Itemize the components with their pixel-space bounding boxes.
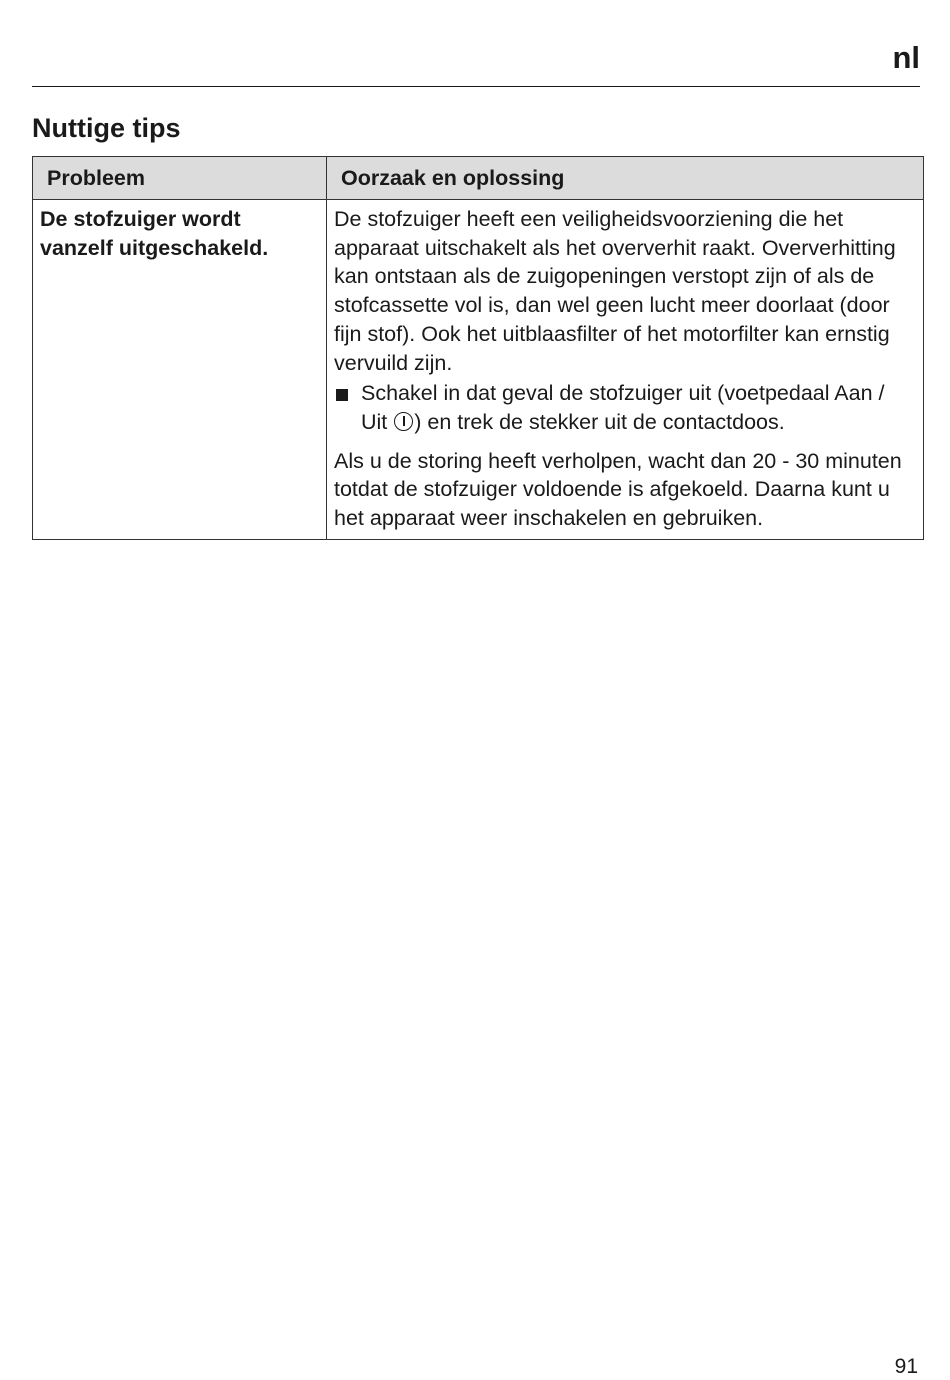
tips-table — [32, 156, 924, 540]
action-bullet — [334, 379, 915, 436]
problem-cell: De stofzuiger wordt vanzelf uitgeschakeld. — [33, 200, 327, 540]
square-bullet-icon — [336, 389, 348, 401]
table-row — [33, 200, 924, 540]
resolution-paragraph: Als u de storing heeft verholpen, wacht dan 20 - 30 minuten totdat de stofzuiger voldoende is afgekoeld. Daarna kunt u het apparaat weer inschakelen en gebruiken. — [334, 448, 902, 531]
table-header-row — [33, 157, 924, 200]
column-header-solution: Oorzaak en oplossing — [327, 157, 924, 200]
solution-cell — [327, 200, 924, 540]
header-divider — [32, 86, 920, 87]
bullet-text-start: Schakel in dat geval de stofzuiger uit (voetpedaal Aan / Uit — [361, 381, 885, 434]
bullet-text-end: ) en trek de stekker uit de contactdoos. — [414, 409, 785, 434]
section-title: Nuttige tips — [32, 113, 181, 143]
column-header-problem: Probleem — [33, 157, 327, 200]
language-tag: nl — [892, 40, 920, 75]
power-switch-icon — [394, 412, 413, 431]
page-number: 91 — [894, 1355, 918, 1378]
cause-paragraph: De stofzuiger heeft een veiligheidsvoorziening die het apparaat uitschakelt als het oververhit raakt. Oververhitting kan ontstaan als de zuigopeningen verstopt zijn of als de stofcassette vol is, dan wel geen lucht meer doorlaat (door fijn stof). Ook het uitblaasfilter of het motorfilter kan ernstig vervuild zijn. — [334, 207, 896, 375]
